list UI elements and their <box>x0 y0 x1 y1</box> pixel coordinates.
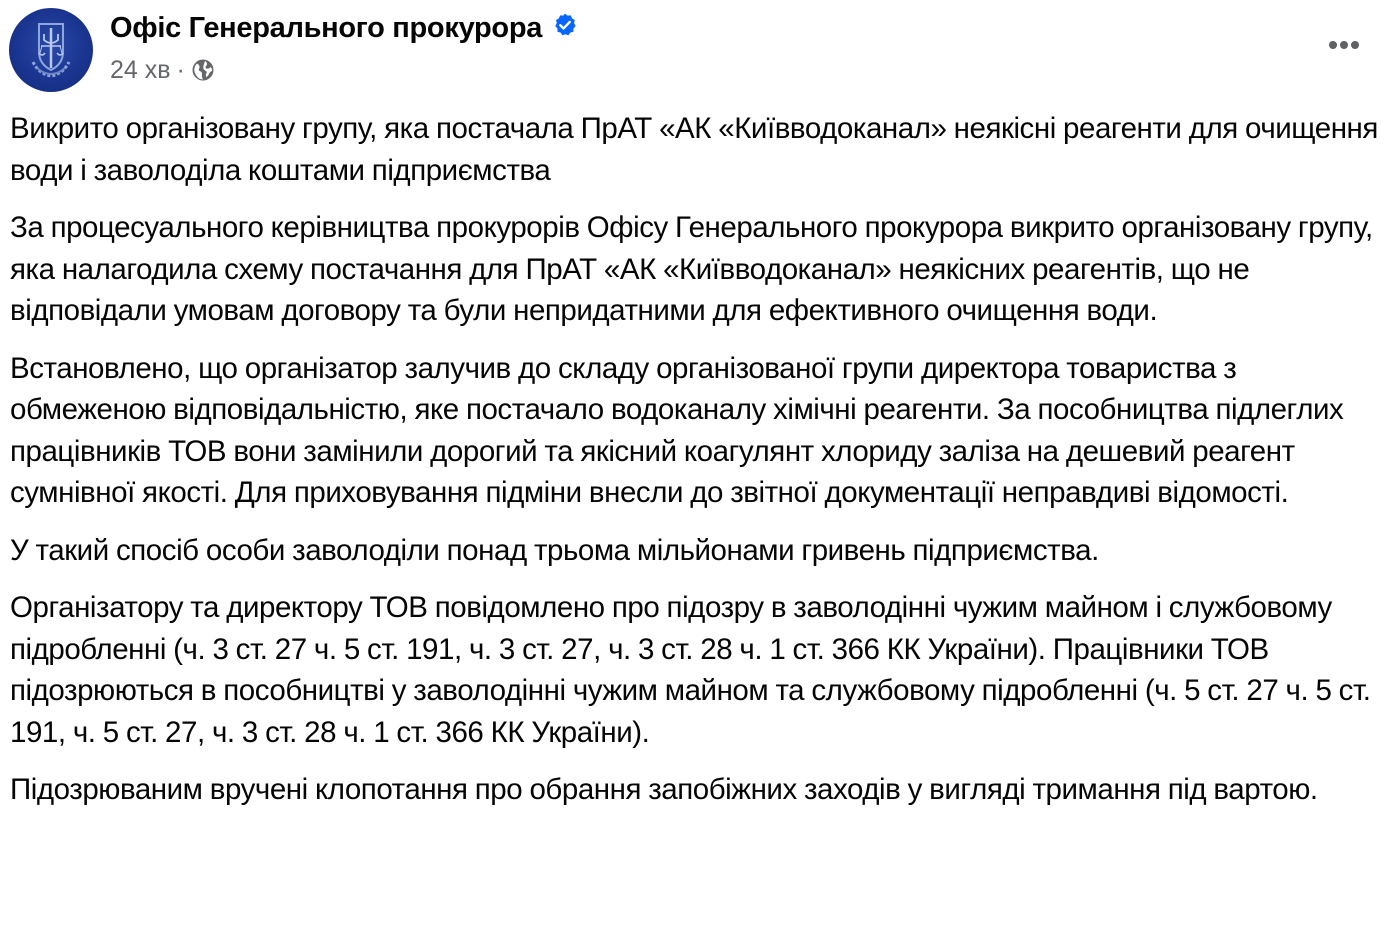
post-paragraph: Встановлено, що організатор залучив до складу організованої групи директора товариства з обмеженою відповідальністю, яке постачало водоканалу хімічні реагенти. За пособництва підлеглих працівників ТОВ вони замінили дорогий та якісний коагулянт хлориду заліза на дешевий реагент сумнівної якості. Для приховування підміни внесли до звітної документації неправдиві відомості. <box>10 351 1344 509</box>
post-message <box>10 108 1395 827</box>
post-paragraph: Організатору та директору ТОВ повідомлено про підозру в заволодінні чужим майном і службовому підробленні (ч. 3 ст. 27 ч. 5 ст. 191, ч. 3 ст. 27, ч. 3 ст. 28 ч. 1 ст. 366 КК України). Працівники ТОВ підозрюються в пособництві у заволодінні чужим майном та службовому підробленні (ч. 5 ст. 27 ч. 5 ст. 191, ч. 5 ст. 27, ч. 3 ст. 28 ч. 1 ст. 366 КК України). <box>10 591 1371 749</box>
post-meta <box>110 54 215 86</box>
more-dot-icon <box>1329 41 1337 49</box>
avatar[interactable] <box>9 8 93 92</box>
meta-separator: · <box>176 55 185 84</box>
post-paragraph: Підозрюваним вручені клопотання про обрання запобіжних заходів у вигляді тримання під вартою. <box>10 773 1318 806</box>
post-options-button[interactable] <box>1322 28 1366 62</box>
author-row <box>110 8 578 48</box>
post-timestamp[interactable]: 24 хв <box>110 55 171 84</box>
post-header <box>0 0 1400 100</box>
more-dot-icon <box>1351 41 1359 49</box>
prosecutor-emblem-icon <box>9 8 93 92</box>
globe-icon[interactable] <box>191 58 215 82</box>
post-paragraph-headline: Викрито організовану групу, яка постачала ПрАТ «АК «Київводоканал» неякісні реагенти для очищення води і заволоділа коштами підприємства <box>10 112 1378 187</box>
post-paragraph: У такий спосіб особи заволоділи понад трьома мільйонами гривень підприємства. <box>10 533 1099 567</box>
post-paragraph: За процесуального керівництва прокурорів Офісу Генерального прокурора викрито організовану групу, яка налагодила схему постачання для ПрАТ «АК «Київводоканал» неякісних реагентів, що не відповідали умовам договору та були непридатними для ефективного очищення води. <box>10 211 1373 327</box>
more-dot-icon <box>1340 41 1348 49</box>
verified-badge-icon <box>552 12 578 38</box>
page-name-link[interactable]: Офіс Генерального прокурора <box>110 11 543 44</box>
